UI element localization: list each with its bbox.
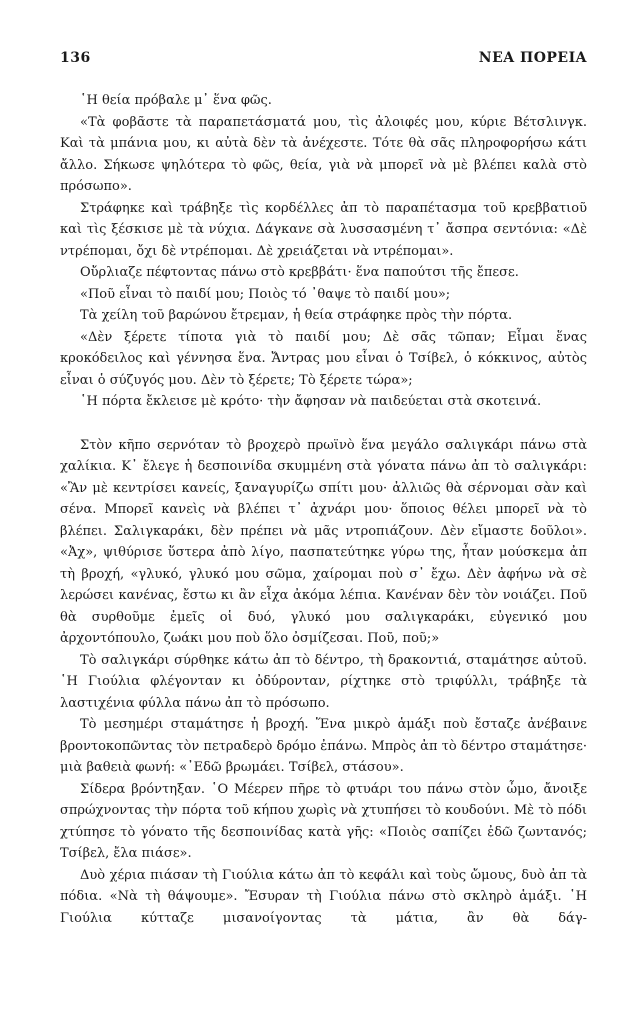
paragraph: «Δὲν ξέρετε τίποτα γιὰ τὸ παιδί μου; Δὲ σᾶς τῶπαν; Εἶμαι ἕνας κροκόδειλος καὶ γέννησα ἕνα. Ἄντρας μου εἶναι ὁ Τσίβελ, ὁ κόκκινος, αὐτὸς εἶναι ὁ σύζυγός μου. Δὲν τὸ ξέρετε; Τὸ ξέρετε τώρα»; [60,329,587,388]
paragraph: ῾Η θεία πρόβαλε μ᾿ ἕνα φῶς. [80,93,272,108]
paragraph: ῾Η πόρτα ἔκλεισε μὲ κρότο· τὴν ἄφησαν νὰ παιδεύεται στὰ σκοτεινά. [80,394,542,409]
paragraph: Τὰ χείλη τοῦ βαρώνου ἔτρεμαν, ἡ θεία στράφηκε πρὸς τὴν πόρτα. [80,308,513,323]
page-body [60,90,587,929]
paragraph: Δυὸ χέρια πιάσαν τὴ Γιούλια κάτω ἀπ τὸ κεφάλι καὶ τοὺς ὤμους, δυὸ ἀπ τὰ πόδια. «Νὰ τὴ θάψουμε». Ἔσυραν τὴ Γιούλια πάνω στὸ σκληρὸ ἁμάξι. ῾Η Γιούλια κύτταζε μισανοίγοντας τὰ μάτια, ἂν θὰ δάγ- [60,867,587,926]
section-break [60,413,587,435]
paragraph: Στράφηκε καὶ τράβηξε τὶς κορδέλλες ἀπ τὸ παραπέτασμα τοῦ κρεββατιοῦ καὶ τὶς ξέσκισε μὲ τὰ νύχια. Δάγκανε σὰ λυσσασμένη τ᾿ ἄσπρα σεντόνια: «Δὲ ντρέπομαι, ὄχι δὲ ντρέπομαι. Δὲ χρειάζεται νὰ ντρέπομαι». [60,200,587,259]
paragraph: Τὸ σαλιγκάρι σύρθηκε κάτω ἀπ τὸ δέντρο, τὴ δρακοντιά, σταμάτησε αὐτοῦ. ῾Η Γιούλια φλέγονταν κι ὀδύρονταν, ρίχτηκε στὸ τριφύλλι, τράβηξε τὰ λαστιχένια φύλλα πάνω ἀπ τὸ πρόσωπο. [60,652,587,711]
paragraph: Σίδερα βρόντηξαν. ῾Ο Μέερεν πῆρε τὸ φτυάρι του πάνω στὸν ὦμο, ἄνοιξε σπρώχνοντας τὴν πόρτα τοῦ κήπου χωρὶς νὰ χτυπήσει τὸ κουδούνι. Μὲ τὸ πόδι χτύπησε τὸ γόνατο τῆς δεσποινίδας κατὰ γῆς: «Ποιὸς σαπίζει ἐδῶ ζωντανός; Τσίβελ, ἔλα πιάσε». [60,781,587,861]
paragraph: Οὔρλιαζε πέφτοντας πάνω στὸ κρεββάτι· ἕνα παπούτσι τῆς ἔπεσε. [80,265,519,280]
paragraph: «Τὰ φοβᾶστε τὰ παραπετάσματά μου, τὶς ἀλοιφές μου, κύριε Βέτσλινγκ. Καὶ τὰ μπάνια μου, κι αὐτὰ δὲν τὰ ἀνέχεστε. Τότε θὰ σᾶς πληροφορήσω κάτι ἄλλο. Σήκωσε ψηλότερα τὸ φῶς, θεία, γιὰ νὰ μπορεῖ νὰ μὲ βλέπει καλὰ στὸ πρόσωπο». [60,114,587,194]
page-number: 136 [60,50,91,66]
paragraph: Τὸ μεσημέρι σταμάτησε ἡ βροχή. Ἕνα μικρὸ ἁμάξι ποὺ ἔσταζε ἀνέβαινε βροντοκοπῶντας τὸν πετραδερὸ δρόμο ἐπάνω. Μπρὸς ἀπ τὸ δέντρο σταμάτησε· μιὰ βαθειὰ φωνή: «᾿Εδῶ βρωμάει. Τσίβελ, στάσου». [60,717,587,775]
running-title: ΝΕΑ ΠΟΡΕΙΑ [478,50,587,66]
page-header [60,50,587,70]
paragraph: «Ποῦ εἶναι τὸ παιδί μου; Ποιὸς τό ᾿θαψε τὸ παιδί μου»; [80,286,451,302]
paragraph: Στὸν κῆπο σερνόταν τὸ βροχερὸ πρωϊνὸ ἕνα μεγάλο σαλιγκάρι πάνω στὰ χαλίκια. Κ᾿ ἔλεγε ἡ δεσποινίδα σκυμμένη στὰ γόνατα πάνω ἀπ τὸ σαλιγκάρι: «Ἂν μὲ κεντρίσει κανείς, ξαναγυρίζω σπίτι μου· ἀλλιῶς θὰ σέρνομαι σὰν καὶ σένα. Μπορεῖ κανεὶς νὰ βλέπει τ᾿ ἀχνάρι μου· ὅποιος θέλει μπορεῖ νὰ τὸ βλέπει. Σαλιγκαράκι, δὲν πρέπει νὰ μᾶς ντροπιάζουν. Δὲν εἴμαστε δοῦλοι». «Ἀχ», ψιθύρισε ὕστερα ἀπὸ λίγο, πασπατεύτηκε γύρω της, ἦταν μούσκεμα ἀπ τὴ βροχή, «γλυκό, γλυκό μου σῶμα, χαίρομαι ποὺ σ᾿ ἔχω. Δὲν ἀφήνω νὰ σὲ λερώσει κανένας, ἔστω κι ἂν εἶχα ἀκόμα λέπια. Κανέναν δὲν τὸν νοιάζει. Ποῦ θὰ συρθοῦμε ἐμεῖς οἱ δυό, γλυκό μου σαλιγκαράκι, εὐγενικό μου ἀρχοντόπουλο, ζωάκι μου ποὺ ὅλο ὀσμίζεσαι. Ποῦ, ποῦ;» [60,437,587,646]
